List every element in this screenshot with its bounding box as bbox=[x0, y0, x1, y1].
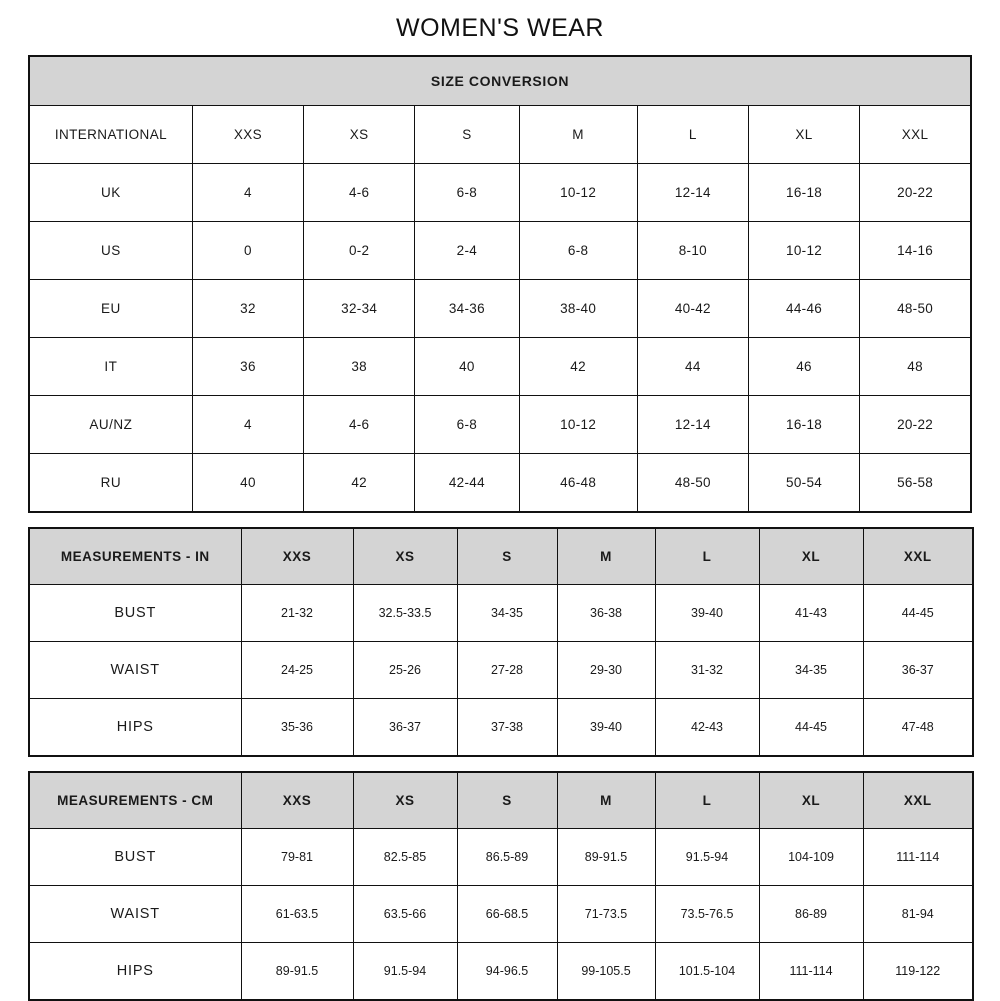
column-header-l: L bbox=[637, 106, 748, 164]
cell: 36 bbox=[192, 338, 303, 396]
cell: 6-8 bbox=[519, 222, 637, 280]
cell: 42-44 bbox=[415, 454, 519, 513]
cell: 16-18 bbox=[748, 396, 859, 454]
cell: 42 bbox=[304, 454, 415, 513]
table-row bbox=[29, 642, 973, 699]
row-label-waist: WAIST bbox=[29, 886, 241, 943]
row-label-bust: BUST bbox=[29, 829, 241, 886]
cell: 0-2 bbox=[304, 222, 415, 280]
row-label-waist: WAIST bbox=[29, 642, 241, 699]
cell: 111-114 bbox=[759, 943, 863, 1001]
cell: 101.5-104 bbox=[655, 943, 759, 1001]
cell: 91.5-94 bbox=[655, 829, 759, 886]
cell: 82.5-85 bbox=[353, 829, 457, 886]
cell: 37-38 bbox=[457, 699, 557, 757]
table-header-row bbox=[29, 772, 973, 829]
column-header-xxl: XXL bbox=[863, 528, 973, 585]
size-conversion-table bbox=[28, 55, 972, 513]
table-row bbox=[29, 886, 973, 943]
column-header-xl: XL bbox=[759, 772, 863, 829]
cell: 89-91.5 bbox=[557, 829, 655, 886]
measurements-cm-table bbox=[28, 771, 974, 1001]
table-row bbox=[29, 338, 971, 396]
page-title: WOMEN'S WEAR bbox=[396, 14, 604, 42]
table-row bbox=[29, 829, 973, 886]
cell: 10-12 bbox=[519, 164, 637, 222]
size-conversion-banner: SIZE CONVERSION bbox=[29, 56, 971, 106]
cell: 35-36 bbox=[241, 699, 353, 757]
cell: 4 bbox=[192, 396, 303, 454]
row-label-eu: EU bbox=[29, 280, 192, 338]
cell: 104-109 bbox=[759, 829, 863, 886]
cell: 48 bbox=[860, 338, 971, 396]
row-label-uk: UK bbox=[29, 164, 192, 222]
column-header-xs: XS bbox=[304, 106, 415, 164]
cell: 94-96.5 bbox=[457, 943, 557, 1001]
cell: 48-50 bbox=[860, 280, 971, 338]
row-label-hips: HIPS bbox=[29, 943, 241, 1001]
cell: 36-37 bbox=[353, 699, 457, 757]
cell: 81-94 bbox=[863, 886, 973, 943]
cell: 8-10 bbox=[637, 222, 748, 280]
cell: 32.5-33.5 bbox=[353, 585, 457, 642]
cell: 39-40 bbox=[557, 699, 655, 757]
table-row bbox=[29, 222, 971, 280]
cell: 41-43 bbox=[759, 585, 863, 642]
cell: 40 bbox=[415, 338, 519, 396]
cell: 36-37 bbox=[863, 642, 973, 699]
column-header-l: L bbox=[655, 528, 759, 585]
cell: 44-45 bbox=[863, 585, 973, 642]
cell: 50-54 bbox=[748, 454, 859, 513]
column-header-s: S bbox=[457, 528, 557, 585]
cell: 71-73.5 bbox=[557, 886, 655, 943]
column-header-s: S bbox=[457, 772, 557, 829]
cell: 89-91.5 bbox=[241, 943, 353, 1001]
column-header-m: M bbox=[557, 772, 655, 829]
table-row bbox=[29, 585, 973, 642]
cell: 0 bbox=[192, 222, 303, 280]
row-label-ru: RU bbox=[29, 454, 192, 513]
column-header-xl: XL bbox=[748, 106, 859, 164]
cell: 32-34 bbox=[304, 280, 415, 338]
column-header-international: INTERNATIONAL bbox=[29, 106, 192, 164]
row-label-it: IT bbox=[29, 338, 192, 396]
table-row bbox=[29, 699, 973, 757]
cell: 42-43 bbox=[655, 699, 759, 757]
cell: 66-68.5 bbox=[457, 886, 557, 943]
cell: 32 bbox=[192, 280, 303, 338]
cell: 44-45 bbox=[759, 699, 863, 757]
cell: 4 bbox=[192, 164, 303, 222]
cell: 44 bbox=[637, 338, 748, 396]
table-row bbox=[29, 454, 971, 513]
cell: 91.5-94 bbox=[353, 943, 457, 1001]
cell: 25-26 bbox=[353, 642, 457, 699]
cell: 4-6 bbox=[304, 396, 415, 454]
cell: 40 bbox=[192, 454, 303, 513]
cell: 2-4 bbox=[415, 222, 519, 280]
cell: 86-89 bbox=[759, 886, 863, 943]
cell: 38-40 bbox=[519, 280, 637, 338]
cell: 36-38 bbox=[557, 585, 655, 642]
column-header-xxl: XXL bbox=[863, 772, 973, 829]
cell: 44-46 bbox=[748, 280, 859, 338]
cell: 34-36 bbox=[415, 280, 519, 338]
cell: 16-18 bbox=[748, 164, 859, 222]
column-header-s: S bbox=[415, 106, 519, 164]
column-header-xs: XS bbox=[353, 772, 457, 829]
column-header-xxs: XXS bbox=[241, 772, 353, 829]
column-header-xl: XL bbox=[759, 528, 863, 585]
table-row bbox=[29, 396, 971, 454]
cell: 40-42 bbox=[637, 280, 748, 338]
cell: 20-22 bbox=[860, 164, 971, 222]
column-header-xs: XS bbox=[353, 528, 457, 585]
cell: 6-8 bbox=[415, 164, 519, 222]
column-header-l: L bbox=[655, 772, 759, 829]
cell: 63.5-66 bbox=[353, 886, 457, 943]
cell: 6-8 bbox=[415, 396, 519, 454]
row-label-hips: HIPS bbox=[29, 699, 241, 757]
column-header-measurements-cm: MEASUREMENTS - CM bbox=[29, 772, 241, 829]
cell: 47-48 bbox=[863, 699, 973, 757]
cell: 79-81 bbox=[241, 829, 353, 886]
cell: 39-40 bbox=[655, 585, 759, 642]
cell: 46-48 bbox=[519, 454, 637, 513]
cell: 27-28 bbox=[457, 642, 557, 699]
cell: 42 bbox=[519, 338, 637, 396]
cell: 34-35 bbox=[457, 585, 557, 642]
cell: 56-58 bbox=[860, 454, 971, 513]
column-header-m: M bbox=[519, 106, 637, 164]
column-header-xxs: XXS bbox=[192, 106, 303, 164]
table-header-row bbox=[29, 106, 971, 164]
cell: 73.5-76.5 bbox=[655, 886, 759, 943]
cell: 21-32 bbox=[241, 585, 353, 642]
cell: 86.5-89 bbox=[457, 829, 557, 886]
cell: 29-30 bbox=[557, 642, 655, 699]
table-row bbox=[29, 943, 973, 1001]
cell: 12-14 bbox=[637, 164, 748, 222]
cell: 34-35 bbox=[759, 642, 863, 699]
measurements-inches-table bbox=[28, 527, 974, 757]
cell: 20-22 bbox=[860, 396, 971, 454]
cell: 4-6 bbox=[304, 164, 415, 222]
cell: 14-16 bbox=[860, 222, 971, 280]
cell: 111-114 bbox=[863, 829, 973, 886]
cell: 46 bbox=[748, 338, 859, 396]
row-label-bust: BUST bbox=[29, 585, 241, 642]
table-row bbox=[29, 164, 971, 222]
cell: 31-32 bbox=[655, 642, 759, 699]
cell: 38 bbox=[304, 338, 415, 396]
cell: 99-105.5 bbox=[557, 943, 655, 1001]
cell: 119-122 bbox=[863, 943, 973, 1001]
cell: 10-12 bbox=[519, 396, 637, 454]
column-header-xxs: XXS bbox=[241, 528, 353, 585]
column-header-measurements-in: MEASUREMENTS - IN bbox=[29, 528, 241, 585]
table-header-row bbox=[29, 528, 973, 585]
column-header-m: M bbox=[557, 528, 655, 585]
row-label-us: US bbox=[29, 222, 192, 280]
cell: 61-63.5 bbox=[241, 886, 353, 943]
cell: 48-50 bbox=[637, 454, 748, 513]
cell: 10-12 bbox=[748, 222, 859, 280]
row-label-aunz: AU/NZ bbox=[29, 396, 192, 454]
cell: 24-25 bbox=[241, 642, 353, 699]
column-header-xxl: XXL bbox=[860, 106, 971, 164]
cell: 12-14 bbox=[637, 396, 748, 454]
table-row bbox=[29, 280, 971, 338]
table-banner-row bbox=[29, 56, 971, 106]
